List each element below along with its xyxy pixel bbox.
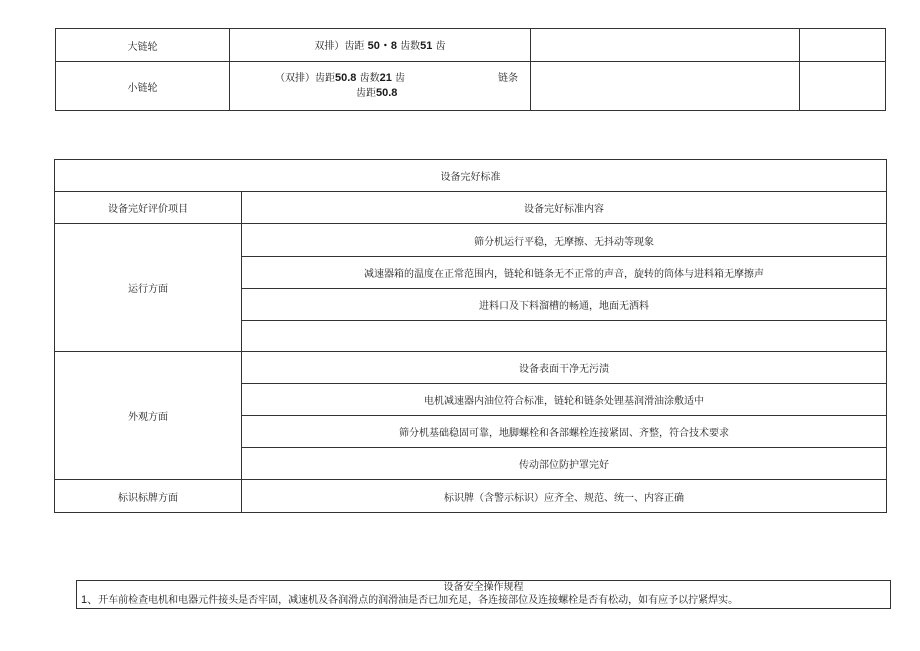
small-spec-prefix: （双排）齿距 xyxy=(275,73,335,84)
empty-cell xyxy=(531,62,800,111)
standard-row xyxy=(242,321,887,352)
group-name-appearance: 外观方面 xyxy=(55,352,242,480)
standard-row: 传动部位防护罩完好 xyxy=(242,448,887,480)
empty-cell xyxy=(800,62,886,111)
big-sprocket-spec xyxy=(230,29,531,62)
safety-box xyxy=(76,580,891,609)
empty-cell xyxy=(800,29,886,62)
big-sprocket-label: 大链轮 xyxy=(56,29,230,62)
safety-item-no: 1、 xyxy=(81,594,99,606)
big-teeth: 51 xyxy=(420,40,433,52)
chain-pitch-prefix: 齿距 xyxy=(356,88,376,99)
chain-pitch: 50.8 xyxy=(376,87,398,99)
standard-row: 标识牌（含警示标识）应齐全、规范、统一、内容正确 xyxy=(242,480,887,513)
group-name-signage: 标识标牌方面 xyxy=(55,480,242,513)
group-name-operation: 运行方面 xyxy=(55,224,242,352)
big-pitch: 50・8 xyxy=(367,40,397,52)
standard-row: 减速器箱的温度在正常范围内，链轮和链条无不正常的声音，旋转的筒体与进料箱无摩擦声 xyxy=(242,257,887,289)
small-suffix: 齿 xyxy=(395,73,406,84)
safety-title: 设备安全操作规程 xyxy=(443,582,524,593)
col-header-item: 设备完好评价项目 xyxy=(55,192,242,224)
standard-row: 筛分机运行平稳，无摩擦、无抖动等现象 xyxy=(242,224,887,257)
standard-row: 电机减速器内油位符合标准，链轮和链条处锂基润滑油涂敷适中 xyxy=(242,384,887,416)
safety-item xyxy=(81,594,886,607)
chain-label: 链条 xyxy=(498,73,518,84)
standard-row: 筛分机基础稳固可靠，地脚螺栓和各部螺栓连接紧固、齐整，符合技术要求 xyxy=(242,416,887,448)
safety-box-cell xyxy=(77,581,891,609)
big-teeth-prefix: 齿数 xyxy=(400,41,421,52)
safety-item-text: 开车前检查电机和电器元件接头是否牢固，减速机及各润滑点的润滑油是否已加充足，各连接部位及连接螺栓是否有松动，如有应予以拧紧焊实。 xyxy=(98,595,739,606)
big-suffix: 齿 xyxy=(435,41,446,52)
big-spec-prefix: 双排）齿距 xyxy=(314,41,365,52)
sprocket-table xyxy=(55,28,886,111)
standard-table xyxy=(54,159,887,513)
standard-row: 设备表面干净无污渍 xyxy=(242,352,887,384)
col-header-content: 设备完好标准内容 xyxy=(242,192,887,224)
small-sprocket-label: 小链轮 xyxy=(56,62,230,111)
small-teeth: 21 xyxy=(379,72,392,84)
standard-title: 设备完好标准 xyxy=(55,160,887,192)
small-pitch: 50.8 xyxy=(335,72,357,84)
standard-row: 进料口及下料溜槽的畅通，地面无洒料 xyxy=(242,289,887,321)
small-sprocket-spec xyxy=(230,62,531,111)
empty-cell xyxy=(531,29,800,62)
small-teeth-prefix: 齿数 xyxy=(359,73,380,84)
